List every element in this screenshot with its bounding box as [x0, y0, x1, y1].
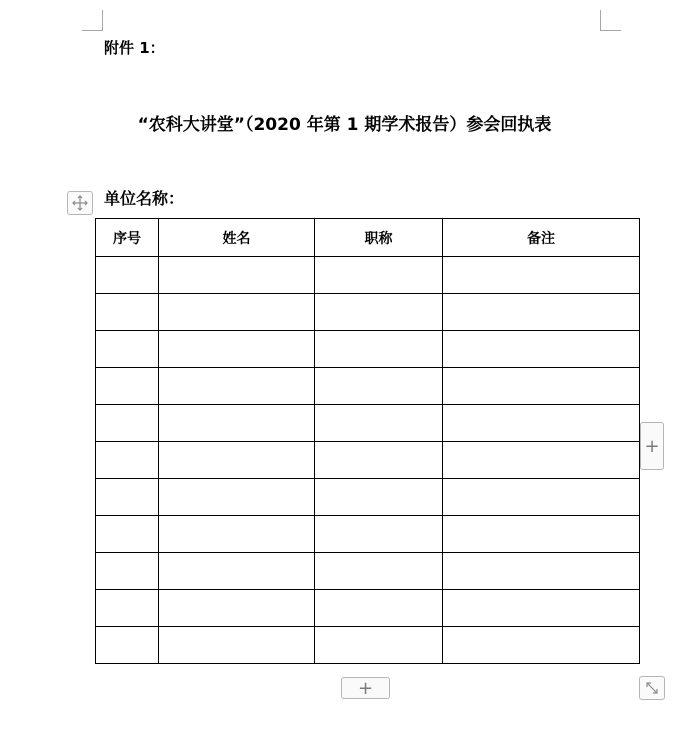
- cell-name[interactable]: [159, 516, 315, 553]
- cell-serial-number[interactable]: [96, 368, 159, 405]
- cell-remarks[interactable]: [443, 257, 640, 294]
- cell-remarks[interactable]: [443, 294, 640, 331]
- cell-name[interactable]: [159, 442, 315, 479]
- cell-name[interactable]: [159, 553, 315, 590]
- cell-job-title[interactable]: [315, 516, 443, 553]
- table-row: [96, 405, 640, 442]
- cell-job-title[interactable]: [315, 442, 443, 479]
- cell-job-title[interactable]: [315, 405, 443, 442]
- cell-serial-number[interactable]: [96, 590, 159, 627]
- cell-remarks[interactable]: [443, 590, 640, 627]
- cell-serial-number[interactable]: [96, 405, 159, 442]
- table-row: [96, 294, 640, 331]
- cell-serial-number[interactable]: [96, 331, 159, 368]
- table-move-handle[interactable]: [67, 191, 93, 215]
- table-row: [96, 442, 640, 479]
- registration-table: [95, 218, 640, 664]
- table-header-row: [96, 219, 640, 257]
- page-corner-mark-top-left: [82, 10, 103, 31]
- header-job-title: 职称: [315, 219, 443, 257]
- cell-job-title[interactable]: [315, 627, 443, 664]
- add-row-button[interactable]: +: [341, 677, 390, 699]
- cell-remarks[interactable]: [443, 368, 640, 405]
- cell-remarks[interactable]: [443, 627, 640, 664]
- cell-serial-number[interactable]: [96, 257, 159, 294]
- cell-job-title[interactable]: [315, 590, 443, 627]
- cell-serial-number[interactable]: [96, 627, 159, 664]
- cell-serial-number[interactable]: [96, 294, 159, 331]
- cell-job-title[interactable]: [315, 257, 443, 294]
- cell-name[interactable]: [159, 479, 315, 516]
- cell-name[interactable]: [159, 368, 315, 405]
- cell-name[interactable]: [159, 294, 315, 331]
- table-row: [96, 590, 640, 627]
- cell-remarks[interactable]: [443, 331, 640, 368]
- header-serial-number: 序号: [96, 219, 159, 257]
- cell-job-title[interactable]: [315, 331, 443, 368]
- cell-job-title[interactable]: [315, 553, 443, 590]
- cell-name[interactable]: [159, 331, 315, 368]
- page-corner-mark-top-right: [600, 10, 621, 31]
- cell-remarks[interactable]: [443, 516, 640, 553]
- cell-name[interactable]: [159, 590, 315, 627]
- cell-name[interactable]: [159, 627, 315, 664]
- cell-name[interactable]: [159, 257, 315, 294]
- table-row: [96, 627, 640, 664]
- header-remarks: 备注: [443, 219, 640, 257]
- table-row: [96, 368, 640, 405]
- cell-serial-number[interactable]: [96, 516, 159, 553]
- cell-remarks[interactable]: [443, 479, 640, 516]
- move-arrows-icon: [71, 194, 89, 212]
- attachment-label: 附件 1：: [104, 39, 165, 57]
- cell-name[interactable]: [159, 405, 315, 442]
- header-name: 姓名: [159, 219, 315, 257]
- table-row: [96, 553, 640, 590]
- cell-job-title[interactable]: [315, 479, 443, 516]
- table-row: [96, 257, 640, 294]
- cell-job-title[interactable]: [315, 368, 443, 405]
- resize-diagonal-icon: [644, 680, 660, 696]
- table-body: [96, 257, 640, 664]
- cell-serial-number[interactable]: [96, 553, 159, 590]
- table-row: [96, 516, 640, 553]
- cell-serial-number[interactable]: [96, 479, 159, 516]
- cell-remarks[interactable]: [443, 442, 640, 479]
- document-title: “农科大讲堂”（2020 年第 1 期学术报告）参会回执表: [137, 115, 552, 135]
- add-column-button[interactable]: +: [640, 422, 664, 470]
- cell-serial-number[interactable]: [96, 442, 159, 479]
- table-row: [96, 331, 640, 368]
- cell-job-title[interactable]: [315, 294, 443, 331]
- unit-name-label: 单位名称：: [104, 189, 185, 208]
- cell-remarks[interactable]: [443, 405, 640, 442]
- table-row: [96, 479, 640, 516]
- table-resize-handle[interactable]: [639, 676, 665, 700]
- cell-remarks[interactable]: [443, 553, 640, 590]
